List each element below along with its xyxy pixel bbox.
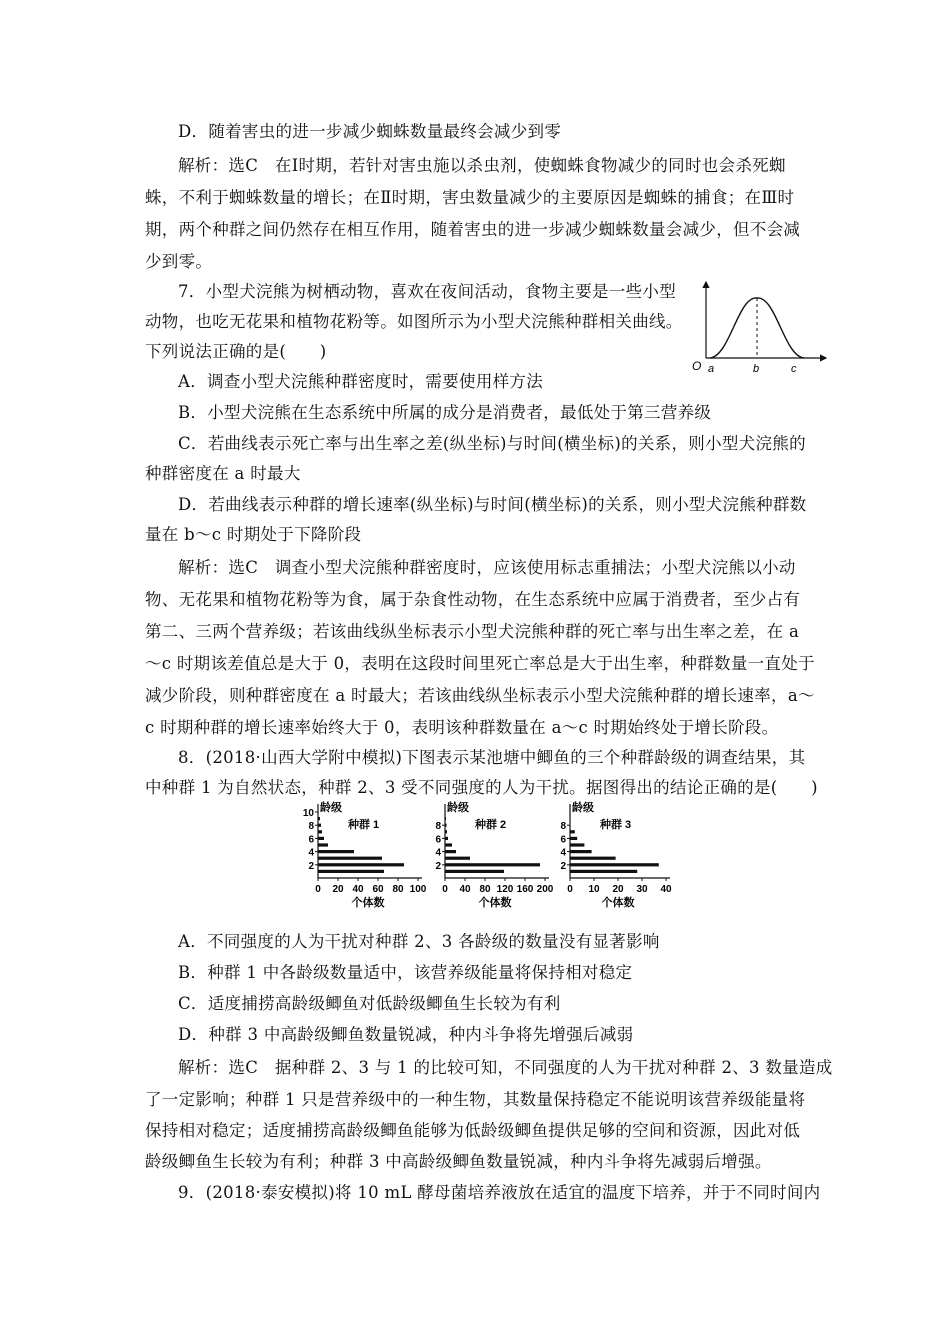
chart-bar	[318, 863, 404, 866]
q8-analysis-line: 保持相对稳定；适度捕捞高龄级鲫鱼能够为低龄级鲫鱼提供足够的空间和资源，因此对低	[145, 1121, 801, 1140]
chart-x-tick-label: 20	[612, 884, 624, 895]
chart-bar	[570, 870, 637, 873]
chart-y-tick-label: 8	[560, 821, 566, 833]
chart-ylabel: 龄级	[447, 802, 469, 814]
q7-option-c-cont: 种群密度在 a 时最大	[145, 464, 301, 483]
q7-analysis-line: 物、无花果和植物花粉等为食，属于杂食性动物，在生态系统中应属于消费者，至少占有	[145, 590, 801, 609]
q8-option-b: B．种群 1 中各龄级数量适中，该营养级能量将保持相对稳定	[178, 963, 633, 982]
chart-bar	[445, 824, 447, 827]
chart-bar	[445, 817, 446, 820]
chart-x-tick-label: 60	[372, 884, 384, 895]
chart-y-tick-label: 4	[435, 847, 441, 859]
tick-label-a: a	[708, 363, 715, 375]
tick-label-c: c	[791, 363, 797, 375]
chart-xlabel: 个体数	[478, 897, 512, 909]
chart-y-tick-label: 6	[560, 834, 566, 846]
chart-bar	[570, 830, 575, 833]
chart-y-tick-label: 6	[435, 834, 441, 846]
chart-bar	[318, 817, 320, 820]
chart-y-tick-label: 4	[560, 847, 566, 859]
chart-xlabel: 个体数	[351, 897, 385, 909]
chart-title: 种群 3	[600, 819, 632, 831]
q7-option-d-cont: 量在 b～c 时期处于下降阶段	[145, 525, 362, 544]
population-curve-figure	[690, 276, 830, 376]
chart-y-tick-label: 8	[435, 821, 441, 833]
q8-stem-line: 中种群 1 为自然状态，种群 2、3 受不同强度的人为干扰。据图得出的结论正确的是( )	[145, 778, 818, 797]
chart-x-tick-label: 40	[459, 884, 471, 895]
q6-option-d: D．随着害虫的进一步减少蜘蛛数量最终会减少到零	[178, 122, 562, 141]
chart-x-tick-label: 160	[516, 884, 534, 895]
q9-stem-line: 9．(2018·泰安模拟)将 10 mL 酵母菌培养液放在适宜的温度下培养，并于不同时间内	[178, 1183, 821, 1202]
q7-analysis-line: 第二、三两个营养级；若该曲线纵坐标表示小型犬浣熊种群的死亡率与出生率之差，在 a	[145, 622, 800, 641]
q6-analysis-line: 少到零。	[145, 252, 213, 271]
age-class-bar-charts	[300, 798, 690, 924]
chart-x-tick-label: 120	[496, 884, 514, 895]
chart-y-tick-label: 10	[302, 808, 314, 819]
q7-stem-line: 7．小型犬浣熊为树栖动物，喜欢在夜间活动，食物主要是一些小型	[178, 282, 676, 301]
chart-y-tick-label: 2	[308, 860, 314, 872]
chart-xlabel: 个体数	[601, 897, 635, 909]
chart-bar	[445, 837, 448, 840]
chart-x-tick-label: 0	[567, 884, 573, 895]
q8-analysis-line: 龄级鲫鱼生长较为有利；种群 3 中高龄级鲫鱼数量锐减，种内斗争将先减弱后增强。	[145, 1152, 772, 1171]
chart-x-tick-label: 0	[442, 884, 448, 895]
chart-bar	[445, 863, 540, 866]
chart-bar	[318, 850, 354, 853]
chart-bar	[445, 830, 447, 833]
q7-analysis-line: ～c 时期该差值总是大于 0，表明在这段时间里死亡率总是大于出生率，种群数量一直处于	[145, 654, 815, 673]
chart-bar	[318, 870, 384, 873]
q6-analysis-line: 蛛，不利于蜘蛛数量的增长；在Ⅱ时期，害虫数量减少的主要原因是蜘蛛的捕食；在Ⅲ时	[145, 188, 795, 207]
q7-analysis-line: 解析：选C 调查小型犬浣熊种群密度时，应该使用标志重捕法；小型犬浣熊以小动	[178, 558, 796, 577]
q7-analysis-line: 减少阶段，则种群密度在 a 时最大；若该曲线纵坐标表示小型犬浣熊种群的增长速率，a～	[145, 686, 815, 705]
q7-stem-line: 动物，也吃无花果和植物花粉等。如图所示为小型犬浣熊种群相关曲线。	[145, 312, 683, 331]
chart-bar	[318, 824, 321, 827]
chart-x-tick-label: 80	[392, 884, 404, 895]
chart-y-tick-label: 6	[308, 834, 314, 846]
q7-option-c: C．若曲线表示死亡率与出生率之差(纵坐标)与时间(横坐标)的关系，则小型犬浣熊的	[178, 434, 806, 453]
chart-y-tick-label: 2	[560, 860, 566, 872]
chart-x-tick-label: 200	[536, 884, 554, 895]
q7-stem-line: 下列说法正确的是( )	[145, 342, 327, 361]
chart-ylabel: 龄级	[572, 802, 594, 814]
chart-y-tick-label: 2	[435, 860, 441, 872]
chart-bar	[318, 843, 328, 846]
chart-bar	[570, 850, 592, 853]
chart-bar	[318, 857, 382, 860]
q8-analysis-line: 了一定影响；种群 1 只是营养级中的一种生物，其数量保持稳定不能说明该营养级能量将	[145, 1090, 806, 1109]
chart-bar	[445, 857, 470, 860]
chart-bar	[445, 843, 452, 846]
chart-title: 种群 2	[475, 819, 507, 831]
chart-x-tick-label: 100	[409, 884, 427, 895]
chart-y-tick-label: 8	[308, 821, 314, 833]
chart-bar	[318, 830, 322, 833]
chart-bar	[445, 870, 504, 873]
chart-x-tick-label: 20	[332, 884, 344, 895]
q7-option-a: A．调查小型犬浣熊种群密度时，需要使用样方法	[178, 372, 544, 391]
q8-stem-line: 8．(2018·山西大学附中模拟)下图表示某池塘中鲫鱼的三个种群龄级的调查结果，其	[178, 748, 806, 767]
origin-label: O	[692, 359, 702, 373]
q7-analysis-line: c 时期种群的增长速率始终大于 0，表明该种群数量在 a～c 时期始终处于增长阶段。	[145, 718, 779, 737]
chart-x-tick-label: 30	[636, 884, 648, 895]
chart-bar	[570, 837, 577, 840]
q8-analysis-line: 解析：选C 据种群 2、3 与 1 的比较可知，不同强度的人为干扰对种群 2、3 数量造成	[178, 1058, 833, 1077]
chart-bar	[570, 863, 659, 866]
chart-bar	[318, 837, 324, 840]
tick-label-b: b	[753, 363, 760, 375]
chart-x-tick-label: 10	[588, 884, 600, 895]
chart-bar	[445, 850, 456, 853]
chart-bar	[570, 843, 584, 846]
q8-option-a: A．不同强度的人为干扰对种群 2、3 各龄级的数量没有显著影响	[178, 932, 660, 951]
chart-y-tick-label: 4	[308, 847, 314, 859]
q6-analysis-line: 解析：选C 在Ⅰ时期，若针对害虫施以杀虫剂，使蜘蛛食物减少的同时也会杀死蜘	[178, 156, 786, 175]
q8-option-d: D．种群 3 中高龄级鲫鱼数量锐减，种内斗争将先增强后减弱	[178, 1025, 634, 1044]
chart-ylabel: 龄级	[320, 802, 342, 814]
chart-title: 种群 1	[348, 819, 380, 831]
q6-analysis-line: 期，两个种群之间仍然存在相互作用，随着害虫的进一步减少蜘蛛数量会减少，但不会减	[145, 220, 801, 239]
chart-bar	[570, 857, 616, 860]
q8-option-c: C．适度捕捞高龄级鲫鱼对低龄级鲫鱼生长较为有利	[178, 994, 561, 1013]
chart-x-tick-label: 40	[660, 884, 672, 895]
q7-option-d: D．若曲线表示种群的增长速率(纵坐标)与时间(横坐标)的关系，则小型犬浣熊种群数	[178, 495, 807, 514]
q7-option-b: B．小型犬浣熊在生态系统中所属的成分是消费者，最低处于第三营养级	[178, 403, 712, 422]
chart-x-tick-label: 80	[479, 884, 491, 895]
chart-x-tick-label: 0	[315, 884, 321, 895]
chart-x-tick-label: 40	[352, 884, 364, 895]
